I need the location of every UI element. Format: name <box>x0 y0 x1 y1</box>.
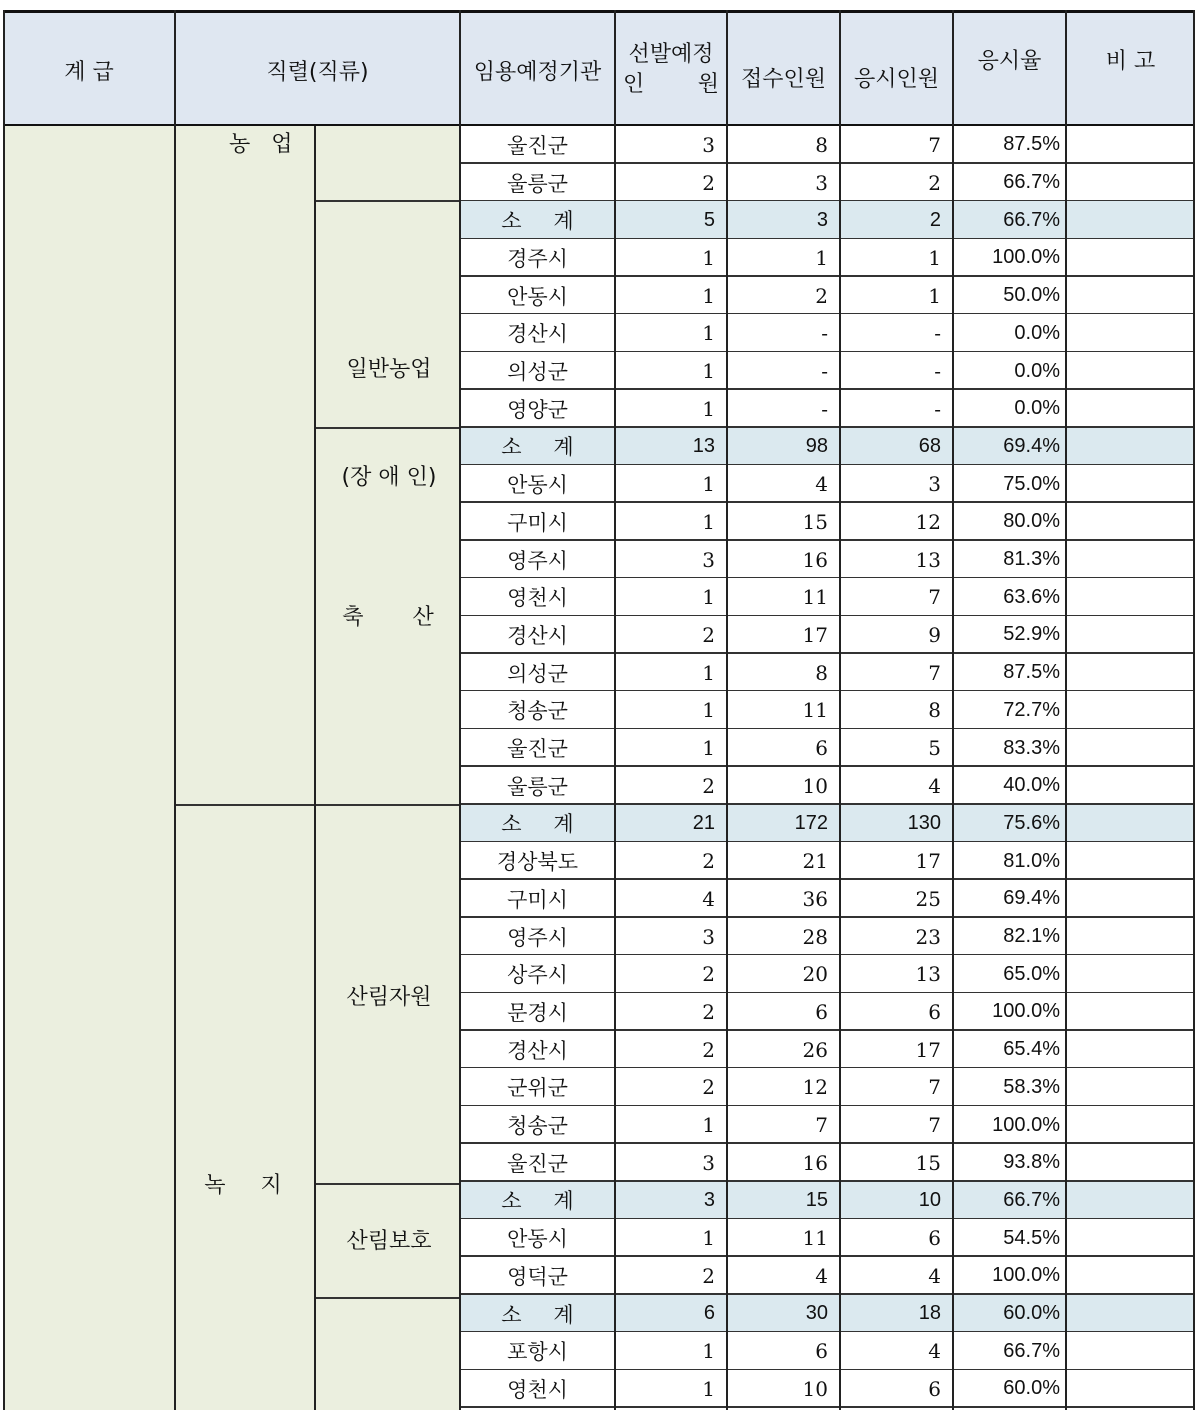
attendance-rate-cell: 100.0% <box>992 1113 1060 1136</box>
agency-cell: 청송군 <box>507 1114 568 1139</box>
attended-count-cell: 25 <box>915 886 941 911</box>
received-count-cell: - <box>821 396 828 421</box>
attended-count-cell: 7 <box>928 660 941 685</box>
attendance-rate-cell: 82.1% <box>1003 925 1060 948</box>
received-count-cell: 4 <box>815 472 828 497</box>
divider <box>315 1297 460 1299</box>
grid-line <box>3 10 5 1410</box>
attendance-rate-cell: 0.0% <box>1014 397 1060 420</box>
agency-cell: 영덕군 <box>507 1264 568 1289</box>
attendance-rate-cell: 0.0% <box>1014 321 1060 344</box>
attendance-rate-cell: 87.5% <box>1003 661 1060 684</box>
agency-cell: 포항시 <box>507 1340 568 1365</box>
header-received: 접수인원 <box>740 66 826 92</box>
agency-cell: 문경시 <box>507 1000 568 1025</box>
table-row <box>460 1144 1195 1182</box>
table-row <box>460 126 1195 164</box>
note-cell <box>1066 164 1195 202</box>
selection-count-cell: 3 <box>702 1150 715 1175</box>
grid-line <box>614 10 616 1410</box>
note-cell <box>1066 805 1195 843</box>
table-row <box>460 390 1195 428</box>
category-general-farming <box>339 280 439 568</box>
attended-count-cell: 1 <box>928 283 941 308</box>
note-cell <box>1066 1106 1195 1144</box>
selection-count-cell: 2 <box>702 1263 715 1288</box>
note-cell <box>1066 578 1195 616</box>
category-livestock: 축 산 <box>342 605 434 630</box>
divider <box>315 200 460 202</box>
received-count-cell: 98 <box>805 434 828 457</box>
selection-count-cell: 1 <box>702 359 715 384</box>
attended-count-cell: 3 <box>928 472 941 497</box>
attendance-rate-cell: 72.7% <box>1003 698 1060 721</box>
selection-count-cell: 2 <box>702 170 715 195</box>
note-cell <box>1066 955 1195 993</box>
attended-count-cell: 2 <box>928 170 941 195</box>
agency-cell: 군위군 <box>507 1076 568 1101</box>
received-count-cell: 15 <box>805 1188 828 1211</box>
selection-count-cell: 4 <box>702 886 715 911</box>
received-count-cell: 11 <box>802 1226 828 1251</box>
table-row <box>460 1031 1195 1069</box>
attended-count-cell: 4 <box>928 1339 941 1364</box>
agency-cell: 울릉군 <box>507 171 568 196</box>
table-row <box>460 1370 1195 1408</box>
category-agriculture <box>201 114 293 157</box>
selection-count-cell: 1 <box>702 736 715 761</box>
received-count-cell: 11 <box>802 698 828 723</box>
agency-cell: 경상북도 <box>496 850 579 875</box>
received-count-cell: 6 <box>815 1339 828 1364</box>
header-rate: 응시율 <box>977 48 1042 74</box>
table-row <box>460 541 1195 579</box>
header-selection-line2 <box>623 70 719 100</box>
received-count-cell: 20 <box>802 962 828 987</box>
attendance-rate-cell: 81.3% <box>1003 548 1060 571</box>
note-cell <box>1066 277 1195 315</box>
table-row <box>460 842 1195 880</box>
agency-cell: 울진군 <box>507 737 568 762</box>
row-divider <box>460 1406 1195 1408</box>
selection-count-cell: 2 <box>702 1037 715 1062</box>
agency-cell: 영주시 <box>507 548 568 573</box>
selection-count-cell: 1 <box>702 1226 715 1251</box>
selection-count-cell: 2 <box>702 849 715 874</box>
attended-count-cell: 2 <box>929 208 941 231</box>
table-row <box>460 654 1195 692</box>
received-count-cell: 36 <box>802 886 828 911</box>
agency-cell: 울진군 <box>507 1151 568 1176</box>
attended-count-cell: 13 <box>915 962 941 987</box>
attendance-rate-cell: 58.3% <box>1003 1075 1060 1098</box>
attendance-rate-cell: 66.7% <box>1003 208 1060 231</box>
received-count-cell: 172 <box>794 811 828 834</box>
note-cell <box>1066 465 1195 503</box>
attended-count-cell: 7 <box>928 1113 941 1138</box>
table-row <box>460 955 1195 993</box>
selection-count-cell: 1 <box>702 509 715 534</box>
subtotal-row <box>460 428 1195 466</box>
attended-count-cell: 4 <box>928 1263 941 1288</box>
received-count-cell: 21 <box>802 849 828 874</box>
attendance-rate-cell: 100.0% <box>992 246 1060 269</box>
agency-cell: 경산시 <box>507 322 568 347</box>
attendance-rate-cell: 63.6% <box>1003 585 1060 608</box>
table-row <box>460 1257 1195 1295</box>
subtotal-row <box>460 201 1195 239</box>
note-cell <box>1066 880 1195 918</box>
subtotal-row <box>460 805 1195 843</box>
agency-cell: 울릉군 <box>507 774 568 799</box>
received-count-cell: 10 <box>802 773 828 798</box>
header-series: 직렬(직류) <box>266 59 369 85</box>
attended-count-cell: 17 <box>915 849 941 874</box>
agency-cell: 구미시 <box>507 510 568 535</box>
note-cell <box>1066 1295 1195 1333</box>
selection-count-cell: 1 <box>702 283 715 308</box>
subtotal-row <box>460 1182 1195 1220</box>
subtotal-row <box>460 1295 1195 1333</box>
attended-count-cell: 18 <box>918 1302 941 1325</box>
agency-cell: 경산시 <box>507 1038 568 1063</box>
attended-count-cell: 4 <box>928 773 941 798</box>
selection-count-cell: 1 <box>702 585 715 610</box>
selection-count-cell: 1 <box>702 1113 715 1138</box>
selection-count-cell: 13 <box>692 434 715 457</box>
received-count-cell: 26 <box>802 1037 828 1062</box>
attendance-rate-cell: 50.0% <box>1003 284 1060 307</box>
agency-cell: 소 계 <box>501 812 587 837</box>
note-cell <box>1066 918 1195 956</box>
received-count-cell: 6 <box>815 736 828 761</box>
attended-count-cell: 68 <box>918 434 941 457</box>
attended-count-cell: 1 <box>928 245 941 270</box>
divider <box>175 804 460 806</box>
note-cell <box>1066 239 1195 277</box>
selection-count-cell: 2 <box>702 622 715 647</box>
header-note: 비 고 <box>1105 48 1156 74</box>
agency-cell: 구미시 <box>507 887 568 912</box>
attended-count-cell: 13 <box>915 547 941 572</box>
received-count-cell: 12 <box>802 1075 828 1100</box>
received-count-cell: 8 <box>815 132 828 157</box>
received-count-cell: 30 <box>805 1302 828 1325</box>
note-cell <box>1066 1219 1195 1257</box>
attended-count-cell: - <box>934 359 941 384</box>
agency-cell: 울진군 <box>507 133 568 158</box>
received-count-cell: - <box>821 321 828 346</box>
header-agency: 임용예정기관 <box>473 59 602 85</box>
attended-count-cell: 17 <box>915 1037 941 1062</box>
selection-count-cell: 2 <box>702 962 715 987</box>
table-row <box>460 993 1195 1031</box>
grid-line <box>1193 10 1195 1410</box>
attended-count-cell: 6 <box>928 1376 941 1401</box>
category-forest-resources: 산림자원 <box>346 985 432 1010</box>
note-cell <box>1066 767 1195 805</box>
attended-count-cell: 5 <box>928 736 941 761</box>
note-cell <box>1066 1370 1195 1408</box>
attended-count-cell: 10 <box>918 1188 941 1211</box>
attended-count-cell: - <box>934 321 941 346</box>
selection-count-cell: 1 <box>702 1376 715 1401</box>
note-cell <box>1066 1257 1195 1295</box>
attendance-rate-cell: 66.7% <box>1003 1339 1060 1362</box>
attendance-rate-cell: 40.0% <box>1003 774 1060 797</box>
table-row <box>460 692 1195 730</box>
table-row <box>460 315 1195 353</box>
attended-count-cell: 9 <box>928 622 941 647</box>
attendance-rate-cell: 66.7% <box>1003 1188 1060 1211</box>
header-attended: 응시인원 <box>853 66 939 92</box>
note-cell <box>1066 616 1195 654</box>
note-cell <box>1066 428 1195 466</box>
selection-count-cell: 6 <box>703 1302 715 1325</box>
agency-cell: 소 계 <box>501 1302 587 1327</box>
received-count-cell: 17 <box>802 622 828 647</box>
agency-cell: 소 계 <box>501 1189 587 1214</box>
agency-cell: 안동시 <box>507 1227 568 1252</box>
header-selection-line1: 선발예정 <box>628 42 714 67</box>
category-green: 녹 지 <box>204 1173 282 1198</box>
agency-cell: 의성군 <box>507 661 568 686</box>
table-row <box>460 767 1195 805</box>
agency-cell: 상주시 <box>507 963 568 988</box>
header-selection-line2-a: 인 <box>623 72 645 97</box>
divider <box>315 427 460 429</box>
agency-cell: 영주시 <box>507 925 568 950</box>
attendance-rate-cell: 54.5% <box>1003 1226 1060 1249</box>
attended-count-cell: 7 <box>928 585 941 610</box>
table-row <box>460 578 1195 616</box>
grade-column <box>3 126 175 1410</box>
attendance-rate-cell: 69.4% <box>1003 887 1060 910</box>
note-cell <box>1066 729 1195 767</box>
attendance-rate-cell: 66.7% <box>1003 171 1060 194</box>
attended-count-cell: 6 <box>928 1226 941 1251</box>
selection-count-cell: 1 <box>702 660 715 685</box>
note-cell <box>1066 654 1195 692</box>
note-cell <box>1066 541 1195 579</box>
attendance-rate-cell: 83.3% <box>1003 736 1060 759</box>
selection-count-cell: 2 <box>702 1075 715 1100</box>
note-cell <box>1066 1144 1195 1182</box>
table-row <box>460 616 1195 654</box>
header-selection-line2-b: 원 <box>697 72 719 97</box>
selection-count-cell: 3 <box>702 132 715 157</box>
note-cell <box>1066 390 1195 428</box>
received-count-cell: 28 <box>802 924 828 949</box>
table-row <box>460 164 1195 202</box>
table-row <box>460 1219 1195 1257</box>
grid-line <box>459 10 461 1410</box>
note-cell <box>1066 1031 1195 1069</box>
attended-count-cell: 12 <box>915 509 941 534</box>
series-column <box>175 126 315 1410</box>
received-count-cell: 16 <box>802 1150 828 1175</box>
agency-cell: 영양군 <box>507 397 568 422</box>
attendance-rate-cell: 69.4% <box>1003 434 1060 457</box>
received-count-cell: 1 <box>815 245 828 270</box>
received-count-cell: 7 <box>815 1113 828 1138</box>
agency-cell: 안동시 <box>507 473 568 498</box>
category-general-farming-line1: 일반농업 <box>346 357 432 382</box>
category-forest-protection: 산림보호 <box>346 1229 432 1254</box>
attended-count-cell: 6 <box>928 999 941 1024</box>
table-row <box>460 729 1195 767</box>
attendance-rate-cell: 60.0% <box>1003 1377 1060 1400</box>
selection-count-cell: 3 <box>702 547 715 572</box>
selection-count-cell: 1 <box>702 396 715 421</box>
received-count-cell: 4 <box>815 1263 828 1288</box>
attendance-rate-cell: 65.4% <box>1003 1038 1060 1061</box>
selection-count-cell: 3 <box>702 924 715 949</box>
selection-count-cell: 1 <box>702 698 715 723</box>
category-agriculture-label: 농 업 <box>228 132 293 157</box>
grid-line <box>952 10 954 1410</box>
table-row <box>460 918 1195 956</box>
note-cell <box>1066 1332 1195 1370</box>
grid-line <box>726 10 728 1410</box>
table-row <box>460 239 1195 277</box>
attendance-rate-cell: 75.6% <box>1003 811 1060 834</box>
note-cell <box>1066 201 1195 239</box>
agency-cell: 소 계 <box>501 209 587 234</box>
note-cell <box>1066 1182 1195 1220</box>
attendance-rate-cell: 100.0% <box>992 1264 1060 1287</box>
attended-count-cell: 7 <box>928 132 941 157</box>
note-cell <box>1066 1069 1195 1107</box>
table-row <box>460 503 1195 541</box>
received-count-cell: 11 <box>802 585 828 610</box>
table-row <box>460 1106 1195 1144</box>
table-row <box>460 465 1195 503</box>
received-count-cell: 3 <box>816 208 828 231</box>
note-cell <box>1066 126 1195 164</box>
note-cell <box>1066 842 1195 880</box>
attended-count-cell: 8 <box>928 698 941 723</box>
received-count-cell: 2 <box>815 283 828 308</box>
header-grade: 계 급 <box>64 59 114 85</box>
note-cell <box>1066 993 1195 1031</box>
table-row <box>460 880 1195 918</box>
attended-count-cell: 15 <box>915 1150 941 1175</box>
grid-line <box>839 10 841 1410</box>
selection-count-cell: 5 <box>703 208 715 231</box>
attendance-rate-cell: 93.8% <box>1003 1151 1060 1174</box>
table-row <box>460 1332 1195 1370</box>
selection-count-cell: 1 <box>702 472 715 497</box>
received-count-cell: 6 <box>815 999 828 1024</box>
attended-count-cell: 23 <box>915 924 941 949</box>
exam-statistics-table <box>3 10 1195 1410</box>
received-count-cell: 8 <box>815 660 828 685</box>
selection-count-cell: 1 <box>702 321 715 346</box>
table-row <box>460 352 1195 390</box>
attendance-rate-cell: 100.0% <box>992 1000 1060 1023</box>
category-general-farming-line2: (장 애 인) <box>341 465 437 490</box>
selection-count-cell: 1 <box>702 1339 715 1364</box>
attendance-rate-cell: 65.0% <box>1003 962 1060 985</box>
note-cell <box>1066 315 1195 353</box>
agency-cell: 경산시 <box>507 623 568 648</box>
selection-count-cell: 2 <box>702 999 715 1024</box>
attendance-rate-cell: 81.0% <box>1003 849 1060 872</box>
agency-cell: 경주시 <box>507 246 568 271</box>
received-count-cell: - <box>821 359 828 384</box>
agency-cell: 영천시 <box>507 586 568 611</box>
attended-count-cell: 7 <box>928 1075 941 1100</box>
agency-cell: 청송군 <box>507 699 568 724</box>
attendance-rate-cell: 75.0% <box>1003 472 1060 495</box>
received-count-cell: 10 <box>802 1376 828 1401</box>
received-count-cell: 15 <box>802 509 828 534</box>
table-row <box>460 277 1195 315</box>
selection-count-cell: 2 <box>702 773 715 798</box>
selection-count-cell: 3 <box>703 1188 715 1211</box>
agency-cell: 안동시 <box>507 284 568 309</box>
note-cell <box>1066 503 1195 541</box>
agency-cell: 의성군 <box>507 360 568 385</box>
received-count-cell: 16 <box>802 547 828 572</box>
note-cell <box>1066 692 1195 730</box>
attended-count-cell: 130 <box>907 811 941 834</box>
selection-count-cell: 1 <box>702 245 715 270</box>
attendance-rate-cell: 0.0% <box>1014 359 1060 382</box>
grid-line <box>1065 10 1067 1410</box>
attended-count-cell: - <box>934 396 941 421</box>
divider <box>315 1183 460 1185</box>
attendance-rate-cell: 80.0% <box>1003 510 1060 533</box>
selection-count-cell: 21 <box>692 811 715 834</box>
table-row <box>460 1069 1195 1107</box>
attendance-rate-cell: 52.9% <box>1003 623 1060 646</box>
grid-line <box>314 126 316 1410</box>
header-selection <box>615 13 727 127</box>
attendance-rate-cell: 87.5% <box>1003 133 1060 156</box>
grid-line <box>174 10 176 1410</box>
agency-cell: 소 계 <box>501 435 587 460</box>
received-count-cell: 3 <box>815 170 828 195</box>
attendance-rate-cell: 60.0% <box>1003 1302 1060 1325</box>
note-cell <box>1066 352 1195 390</box>
table-header <box>3 10 1195 126</box>
agency-cell: 영천시 <box>507 1377 568 1402</box>
